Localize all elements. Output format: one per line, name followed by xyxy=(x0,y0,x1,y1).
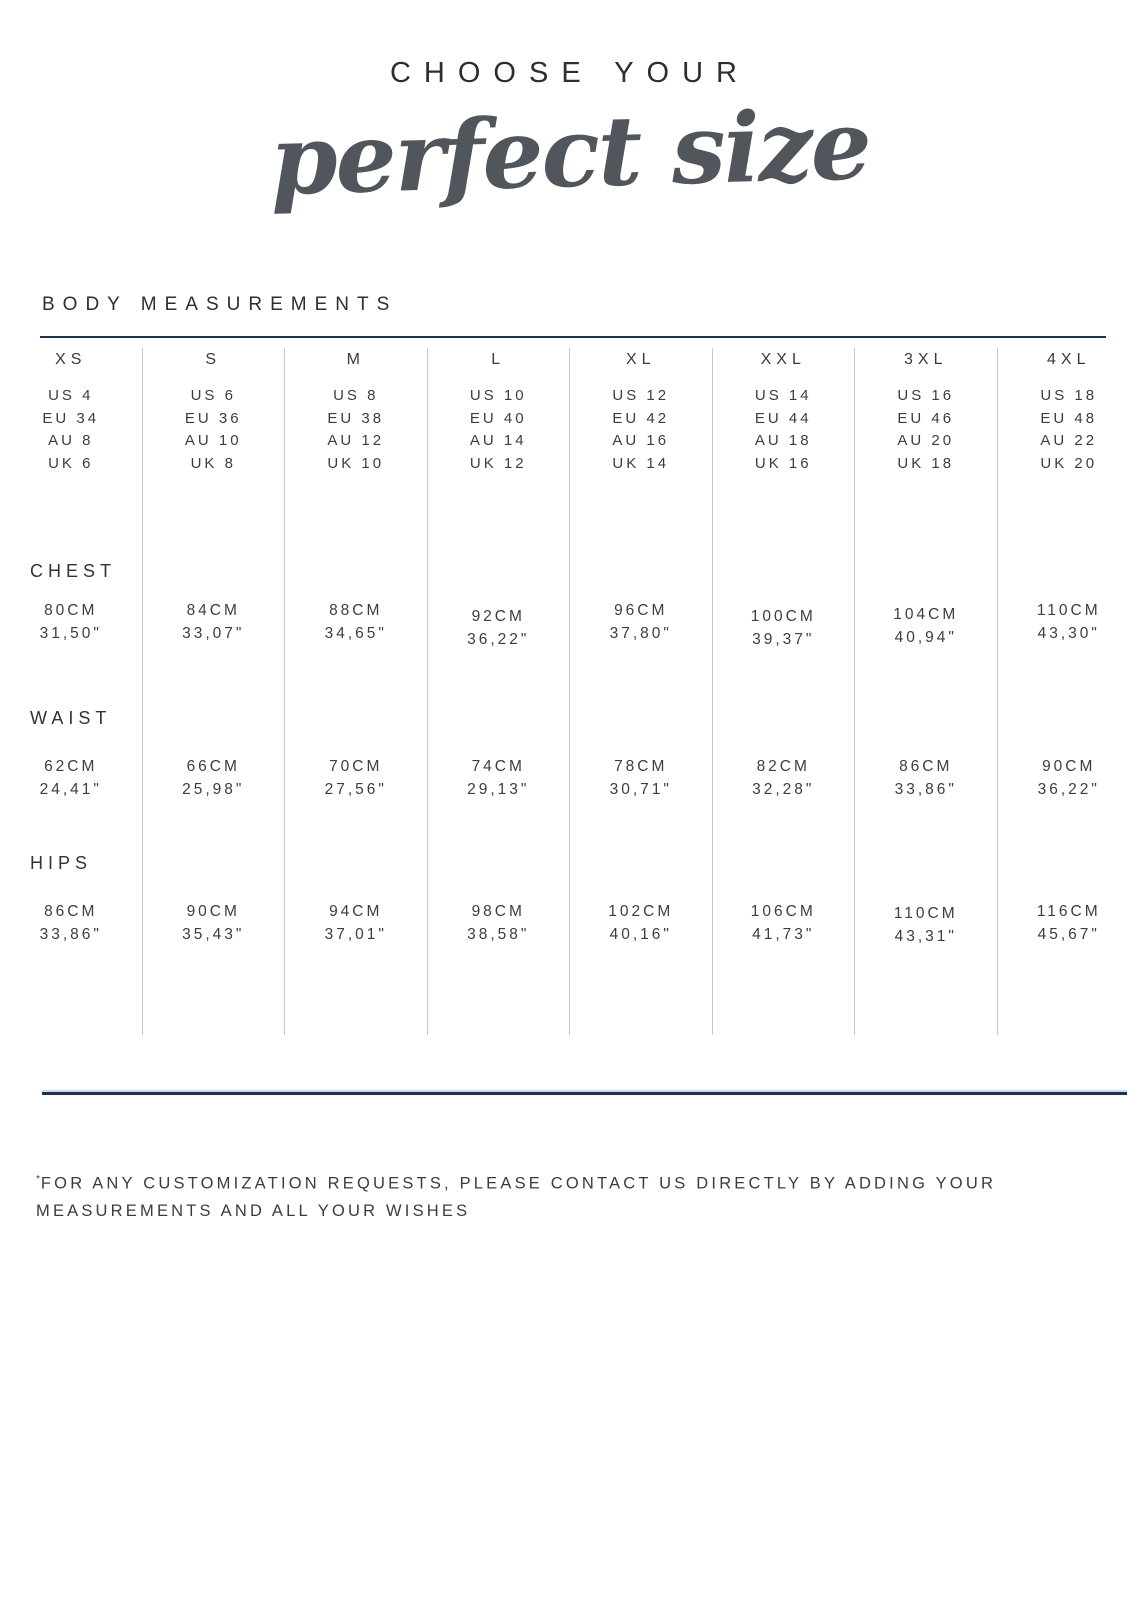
size-conversions xyxy=(855,385,997,475)
us-size: US 10 xyxy=(469,387,527,404)
waist-measurement xyxy=(143,756,285,801)
au-size: AU 18 xyxy=(754,432,812,449)
size-conversions xyxy=(570,385,712,475)
waist-inches: 24,41" xyxy=(39,780,102,798)
au-size: AU 20 xyxy=(897,432,955,449)
size-label: S xyxy=(205,351,222,368)
size-label: 3XL xyxy=(904,351,948,368)
hips-cm: 86CM xyxy=(44,903,98,920)
size-column xyxy=(0,348,143,1035)
waist-cm: 90CM xyxy=(1042,758,1096,775)
eu-size: EU 46 xyxy=(897,409,955,427)
size-column xyxy=(713,348,856,1035)
us-size: US 8 xyxy=(333,387,379,404)
script-title: perfect size xyxy=(268,88,872,217)
chest-measurement xyxy=(855,604,997,649)
chest-measurement xyxy=(570,600,712,645)
chest-cm: 104CM xyxy=(893,606,959,623)
waist-inches: 27,56" xyxy=(324,780,387,798)
chest-cm: 100CM xyxy=(750,608,816,625)
eu-size: EU 48 xyxy=(1040,409,1098,427)
waist-inches: 36,22" xyxy=(1037,780,1100,798)
footnote-text: FOR ANY CUSTOMIZATION REQUESTS, PLEASE CONTACT US DIRECTLY BY ADDING YOUR MEASUREMENTS AND ALL YOUR WISHES xyxy=(36,1174,997,1220)
us-size: US 6 xyxy=(190,387,236,404)
size-label: XXL xyxy=(760,351,806,368)
row-label-chest: CHEST xyxy=(30,561,117,581)
chest-cm: 110CM xyxy=(1036,602,1101,619)
section-title: BODY MEASUREMENTS xyxy=(42,294,398,315)
uk-size: UK 8 xyxy=(190,454,236,472)
hips-inches: 45,67" xyxy=(1037,925,1100,943)
au-size: AU 16 xyxy=(612,432,670,449)
hips-inches: 37,01" xyxy=(324,925,387,943)
waist-measurement xyxy=(428,756,570,801)
waist-inches: 30,71" xyxy=(609,780,672,798)
hips-cm: 98CM xyxy=(471,903,525,920)
uk-size: UK 14 xyxy=(612,454,670,472)
waist-cm: 74CM xyxy=(471,758,525,775)
row-label-waist: WAIST xyxy=(30,708,112,728)
hips-inches: 38,58" xyxy=(467,925,530,943)
hips-measurement xyxy=(143,901,285,946)
size-label: 4XL xyxy=(1047,351,1091,368)
hips-inches: 35,43" xyxy=(182,925,245,943)
size-label: M xyxy=(346,351,365,368)
chest-inches: 36,22" xyxy=(467,630,530,648)
waist-inches: 32,28" xyxy=(752,780,815,798)
size-column xyxy=(998,348,1140,1035)
waist-inches: 29,13" xyxy=(467,780,530,798)
hips-measurement xyxy=(0,901,142,946)
size-conversions xyxy=(0,385,142,475)
hips-measurement xyxy=(285,901,427,946)
hips-cm: 90CM xyxy=(186,903,240,920)
hips-measurement xyxy=(855,903,997,948)
size-conversions xyxy=(143,385,285,475)
footnote-asterisk: * xyxy=(36,1174,41,1185)
eu-size: EU 36 xyxy=(184,409,242,427)
eu-size: EU 34 xyxy=(42,409,100,427)
bottom-divider-line xyxy=(42,1092,1127,1095)
waist-inches: 33,86" xyxy=(894,780,957,798)
uk-size: UK 20 xyxy=(1040,454,1098,472)
eu-size: EU 44 xyxy=(754,409,812,427)
chest-measurement xyxy=(998,600,1140,645)
hips-measurement xyxy=(570,901,712,946)
au-size: AU 8 xyxy=(48,432,94,449)
waist-cm: 66CM xyxy=(186,758,240,775)
chest-cm: 84CM xyxy=(186,602,240,619)
hips-measurement xyxy=(428,901,570,946)
chest-inches: 33,07" xyxy=(182,624,245,642)
hips-inches: 40,16" xyxy=(609,925,672,943)
size-label: XL xyxy=(625,351,656,368)
hips-measurement xyxy=(998,901,1140,946)
chest-inches: 37,80" xyxy=(609,624,672,642)
chest-inches: 43,30" xyxy=(1037,624,1100,642)
au-size: AU 12 xyxy=(327,432,385,449)
size-label: L xyxy=(491,351,506,368)
uk-size: UK 6 xyxy=(48,454,94,472)
size-label: XS xyxy=(55,351,87,368)
us-size: US 12 xyxy=(612,387,670,404)
chest-measurement xyxy=(143,600,285,645)
waist-cm: 62CM xyxy=(44,758,98,775)
waist-measurement xyxy=(713,756,855,801)
chest-measurement xyxy=(713,606,855,651)
chest-inches: 39,37" xyxy=(752,630,815,648)
size-column xyxy=(285,348,428,1035)
size-column xyxy=(570,348,713,1035)
chest-inches: 34,65" xyxy=(324,624,387,642)
waist-measurement xyxy=(855,756,997,801)
eu-size: EU 38 xyxy=(327,409,385,427)
chest-cm: 92CM xyxy=(471,608,525,625)
eu-size: EU 42 xyxy=(612,409,670,427)
hips-inches: 41,73" xyxy=(752,925,815,943)
size-column xyxy=(428,348,571,1035)
top-divider-line xyxy=(40,336,1106,338)
page-title: CHOOSE YOUR xyxy=(389,57,750,89)
chest-cm: 88CM xyxy=(329,602,383,619)
hips-cm: 110CM xyxy=(893,905,958,922)
size-conversions xyxy=(713,385,855,475)
waist-cm: 78CM xyxy=(614,758,668,775)
us-size: US 18 xyxy=(1040,387,1098,404)
customization-footnote xyxy=(36,1166,1036,1225)
hips-cm: 106CM xyxy=(750,903,816,920)
chest-cm: 96CM xyxy=(614,602,668,619)
chest-inches: 40,94" xyxy=(894,628,957,646)
chest-cm: 80CM xyxy=(44,602,98,619)
uk-size: UK 16 xyxy=(754,454,812,472)
waist-measurement xyxy=(570,756,712,801)
us-size: US 16 xyxy=(897,387,955,404)
size-conversions xyxy=(285,385,427,475)
au-size: AU 22 xyxy=(1040,432,1098,449)
au-size: AU 14 xyxy=(469,432,527,449)
uk-size: UK 18 xyxy=(897,454,955,472)
hips-cm: 102CM xyxy=(608,903,674,920)
us-size: US 14 xyxy=(754,387,812,404)
chest-measurement xyxy=(285,600,427,645)
size-conversions xyxy=(998,385,1140,475)
uk-size: UK 10 xyxy=(327,454,385,472)
waist-inches: 25,98" xyxy=(182,780,245,798)
waist-measurement xyxy=(998,756,1140,801)
waist-cm: 82CM xyxy=(756,758,810,775)
hips-inches: 43,31" xyxy=(894,927,957,945)
chest-inches: 31,50" xyxy=(39,624,102,642)
hips-cm: 116CM xyxy=(1036,903,1101,920)
hips-cm: 94CM xyxy=(329,903,383,920)
row-label-hips: HIPS xyxy=(30,853,93,873)
uk-size: UK 12 xyxy=(469,454,527,472)
chest-measurement xyxy=(0,600,142,645)
size-column xyxy=(143,348,286,1035)
waist-measurement xyxy=(285,756,427,801)
us-size: US 4 xyxy=(48,387,94,404)
hips-inches: 33,86" xyxy=(39,925,102,943)
waist-measurement xyxy=(0,756,142,801)
waist-cm: 70CM xyxy=(329,758,383,775)
eu-size: EU 40 xyxy=(469,409,527,427)
size-column xyxy=(855,348,998,1035)
waist-cm: 86CM xyxy=(899,758,953,775)
size-table xyxy=(0,348,1140,1035)
au-size: AU 10 xyxy=(184,432,242,449)
hips-measurement xyxy=(713,901,855,946)
chest-measurement xyxy=(428,606,570,651)
size-conversions xyxy=(428,385,570,475)
